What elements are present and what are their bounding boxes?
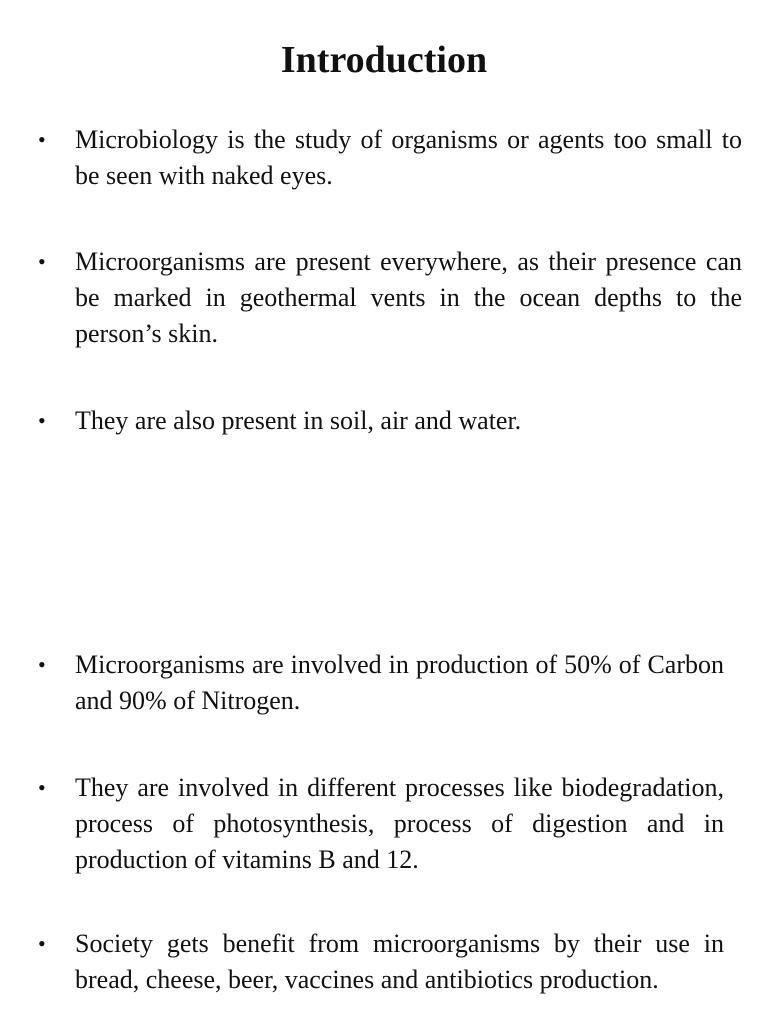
bullet-text: Microbiology is the study of organisms or agents too small to be seen with naked eyes. xyxy=(75,125,742,190)
page-title: Introduction xyxy=(280,39,488,81)
bullet-text: They are involved in different processes like biodegradation, process of photosynthesis, process of digestion and in production of vitamins B and 12. xyxy=(75,773,724,874)
bullet-text: Society gets benefit from microorganisms by their use in bread, cheese, beer, vaccines and antibiotics production. xyxy=(75,929,724,994)
bullet-icon: • xyxy=(38,127,46,152)
bullet-item-3 xyxy=(38,403,742,439)
bullet-item-6 xyxy=(38,926,724,998)
bullet-item-2 xyxy=(38,244,742,352)
bullet-icon: • xyxy=(38,408,46,433)
bullet-item-4 xyxy=(38,647,724,719)
bullet-icon: • xyxy=(38,931,46,956)
bullet-text: Microorganisms are involved in production of 50% of Carbon and 90% of Nitrogen. xyxy=(75,650,724,715)
bullet-icon: • xyxy=(38,775,46,800)
bullet-item-5 xyxy=(38,770,724,878)
bullet-item-1 xyxy=(38,122,742,194)
bullet-icon: • xyxy=(38,249,46,274)
bullet-icon: • xyxy=(38,652,46,677)
bullet-text: Microorganisms are present everywhere, as their presence can be marked in geothermal vents in the ocean depths to the person’s skin. xyxy=(75,247,742,348)
bullet-text: They are also present in soil, air and water. xyxy=(75,406,522,435)
